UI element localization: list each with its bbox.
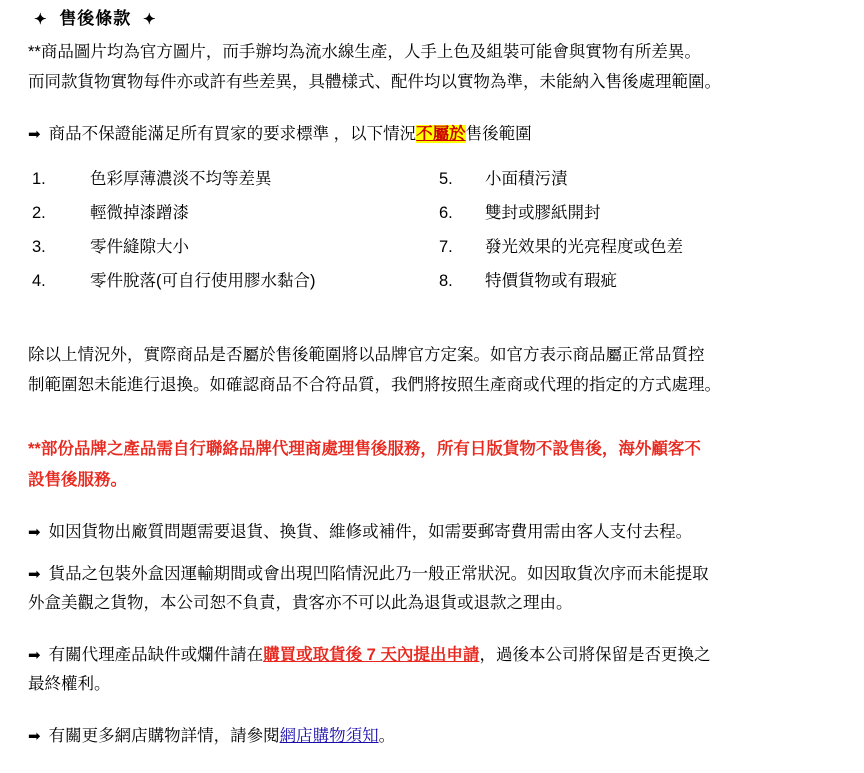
list-item-number: 4. <box>32 271 46 290</box>
list-item-label: 小面積污漬 <box>485 169 568 188</box>
agent-emphasis: 購買或取貨後 7 天內提出申請 <box>263 646 480 665</box>
diamond-icon-right: ✦ <box>143 11 157 28</box>
arrow-icon: ➡ <box>28 647 41 665</box>
list-item <box>28 231 439 265</box>
spacer <box>28 299 850 341</box>
intro-line-1: **商品圖片均為官方圖片，而手辦均為流水線生產，人手上色及組裝可能會與實物有所差異。 <box>28 42 701 61</box>
packaging-line-1 <box>28 560 850 588</box>
list-item-number: 2. <box>32 203 46 222</box>
agent-line-1 <box>28 641 850 669</box>
list-item <box>28 163 439 197</box>
list-item-number: 7. <box>439 237 453 256</box>
spacer <box>28 546 850 560</box>
spacer <box>28 700 850 722</box>
agent-line-2: 最終權利。 <box>28 674 111 693</box>
intro-line-2: 而同款貨物實物每件亦或許有些差異，具體樣式、配件均以實物為準，未能納入售後處理範圍。 <box>28 72 721 91</box>
arrow-icon: ➡ <box>28 566 41 584</box>
notice-highlight: 不屬於 <box>416 125 466 144</box>
list-item <box>439 197 850 231</box>
note-shipping <box>28 518 850 546</box>
warning-line-2: 設售後服務。 <box>28 470 127 489</box>
exclusion-column-left <box>28 163 439 299</box>
list-item <box>439 231 850 265</box>
exclusion-list <box>28 163 850 299</box>
list-item-label: 零件縫隙大小 <box>90 237 189 256</box>
shop-guide-link[interactable]: 網店購物須知 <box>279 726 379 745</box>
spacer <box>28 496 850 518</box>
packaging-text-1: 貨品之包裝外盒因運輸期間或會出現凹陷情況此乃一般正常狀況。如因取貨次序而未能提取 <box>48 565 709 584</box>
arrow-icon: ➡ <box>28 524 41 542</box>
list-item-label: 零件脫落(可自行使用膠水黏合) <box>90 271 316 290</box>
notice-text-before: 商品不保證能滿足所有買家的要求標準 ，以下情況 <box>48 125 417 144</box>
list-item-label: 特價貨物或有瑕疵 <box>485 271 617 290</box>
packaging-line-2: 外盒美觀之貨物，本公司恕不負責，貴客亦不可以此為退貨或退款之理由。 <box>28 593 573 612</box>
list-item-label: 色彩厚薄濃淡不均等差異 <box>90 169 272 188</box>
arrow-icon: ➡ <box>28 126 41 144</box>
notice-text-after: 售後範圍 <box>465 125 532 144</box>
list-item-label: 雙封或膠紙開封 <box>485 203 601 222</box>
policy-line-1: 除以上情況外，實際商品是否屬於售後範圍將以品牌官方定案。如官方表示商品屬正常品質控 <box>28 345 705 364</box>
list-item-number: 1. <box>32 169 46 188</box>
more-info-paragraph <box>28 722 850 750</box>
agent-text-before: 有關代理產品缺件或爛件請在 <box>48 646 264 665</box>
list-item <box>28 197 439 231</box>
list-item-label: 輕微掉漆蹭漆 <box>90 203 189 222</box>
more-info-text-after: 。 <box>378 726 396 745</box>
agent-text-after: ，過後本公司將保留是否更換之 <box>479 646 711 665</box>
list-item <box>439 163 850 197</box>
list-item-number: 6. <box>439 203 453 222</box>
page-title-text: 售後條款 <box>59 9 132 28</box>
diamond-icon-left: ✦ <box>34 11 48 28</box>
spacer <box>28 619 850 641</box>
arrow-icon: ➡ <box>28 727 41 745</box>
note-shipping-text: 如因貨物出廠質問題需要退貨、換貨、維修或補件，如需要郵寄費用需由客人支付去程。 <box>48 523 693 542</box>
list-item <box>28 265 439 299</box>
warning-line-1: **部份品牌之產品需自行聯絡品牌代理商處理售後服務，所有日版貨物不設售後，海外顧客不 <box>28 440 701 459</box>
spacer <box>28 98 850 120</box>
list-item-number: 3. <box>32 237 46 256</box>
list-item-label: 發光效果的光亮程度或色差 <box>485 237 683 256</box>
list-item <box>439 265 850 299</box>
spacer <box>28 401 850 435</box>
exclusion-column-right <box>439 163 850 299</box>
policy-line-2: 制範圍恕未能進行退換。如確認商品不合符品質，我們將按照生產商或代理的指定的方式處理。 <box>28 375 721 394</box>
page-title <box>28 6 850 32</box>
list-item-number: 5. <box>439 169 453 188</box>
list-item-number: 8. <box>439 271 453 290</box>
notice-paragraph <box>28 120 850 148</box>
more-info-text-before: 有關更多網店購物詳情，請參閱 <box>48 726 280 745</box>
